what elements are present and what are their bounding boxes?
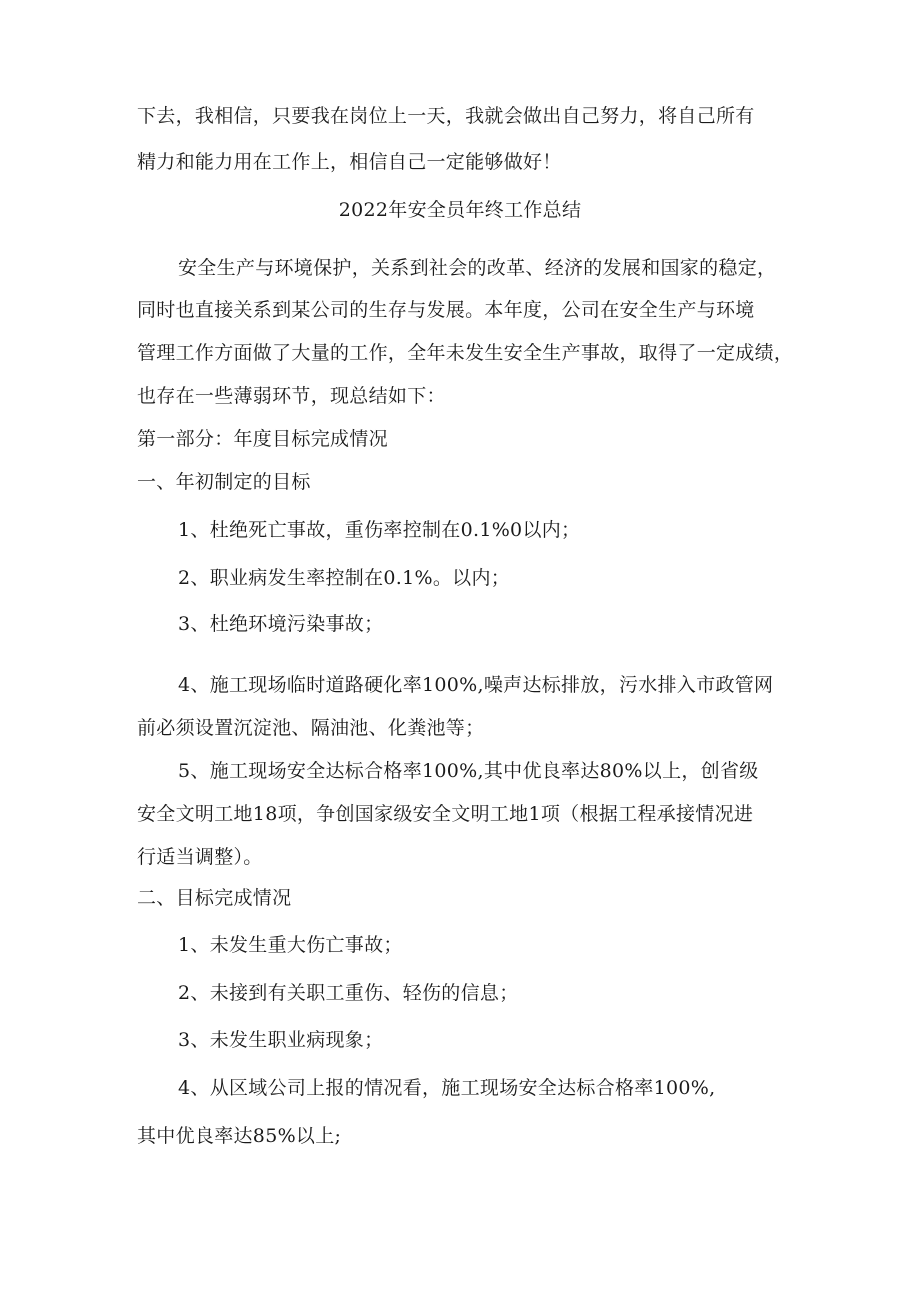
continuation-line-2: 精力和能力用在工作上，相信自己一定能够做好！ (137, 151, 562, 173)
intro-line-3: 管理工作方面做了大量的工作，全年未发生安全生产事故，取得了一定成绩， (137, 342, 794, 364)
intro-line-4: 也存在一些薄弱环节，现总结如下： (137, 385, 446, 407)
document-title: 2022年安全员年终工作总结 (338, 199, 582, 221)
section2-heading: 二、目标完成情况 (137, 887, 292, 909)
goal-item-2: 2、职业病发生率控制在0.1%。以内； (178, 567, 511, 589)
goal-item-5-cont-2: 行适当调整）。 (137, 846, 263, 868)
goal-item-5-cont-1: 安全文明工地18项，争创国家级安全文明工地1项（根据工程承接情况进 (137, 803, 754, 825)
goal-item-4-cont: 前必须设置沉淀池、隔油池、化粪池等； (137, 717, 485, 739)
goal-item-3: 3、杜绝环境污染事故； (178, 613, 384, 635)
intro-line-2: 同时也直接关系到某公司的生存与发展。本年度，公司在安全生产与环境 (137, 299, 755, 321)
goal-item-4: 4、施工现场临时道路硬化率100%,噪声达标排放，污水排入市政管网 (178, 674, 774, 696)
goal-item-1: 1、杜绝死亡事故，重伤率控制在0.1%0以内； (178, 519, 581, 541)
result-item-4: 4、从区域公司上报的情况看，施工现场安全达标合格率100%, (178, 1077, 716, 1099)
result-item-3: 3、未发生职业病现象； (178, 1029, 384, 1051)
result-item-4-cont: 其中优良率达85%以上; (137, 1125, 342, 1147)
section1-heading: 一、年初制定的目标 (137, 471, 311, 493)
result-item-2: 2、未接到有关职工重伤、轻伤的信息； (178, 982, 519, 1004)
part1-heading: 第一部分：年度目标完成情况 (137, 428, 388, 450)
result-item-1: 1、未发生重大伤亡事故； (178, 934, 403, 956)
intro-line-1: 安全生产与环境保护，关系到社会的改革、经济的发展和国家的稳定， (178, 257, 777, 279)
continuation-line-1: 下去，我相信，只要我在岗位上一天，我就会做出自己努力，将自己所有 (137, 105, 755, 127)
goal-item-5: 5、施工现场安全达标合格率100%,其中优良率达80%以上，创省级 (178, 760, 759, 782)
